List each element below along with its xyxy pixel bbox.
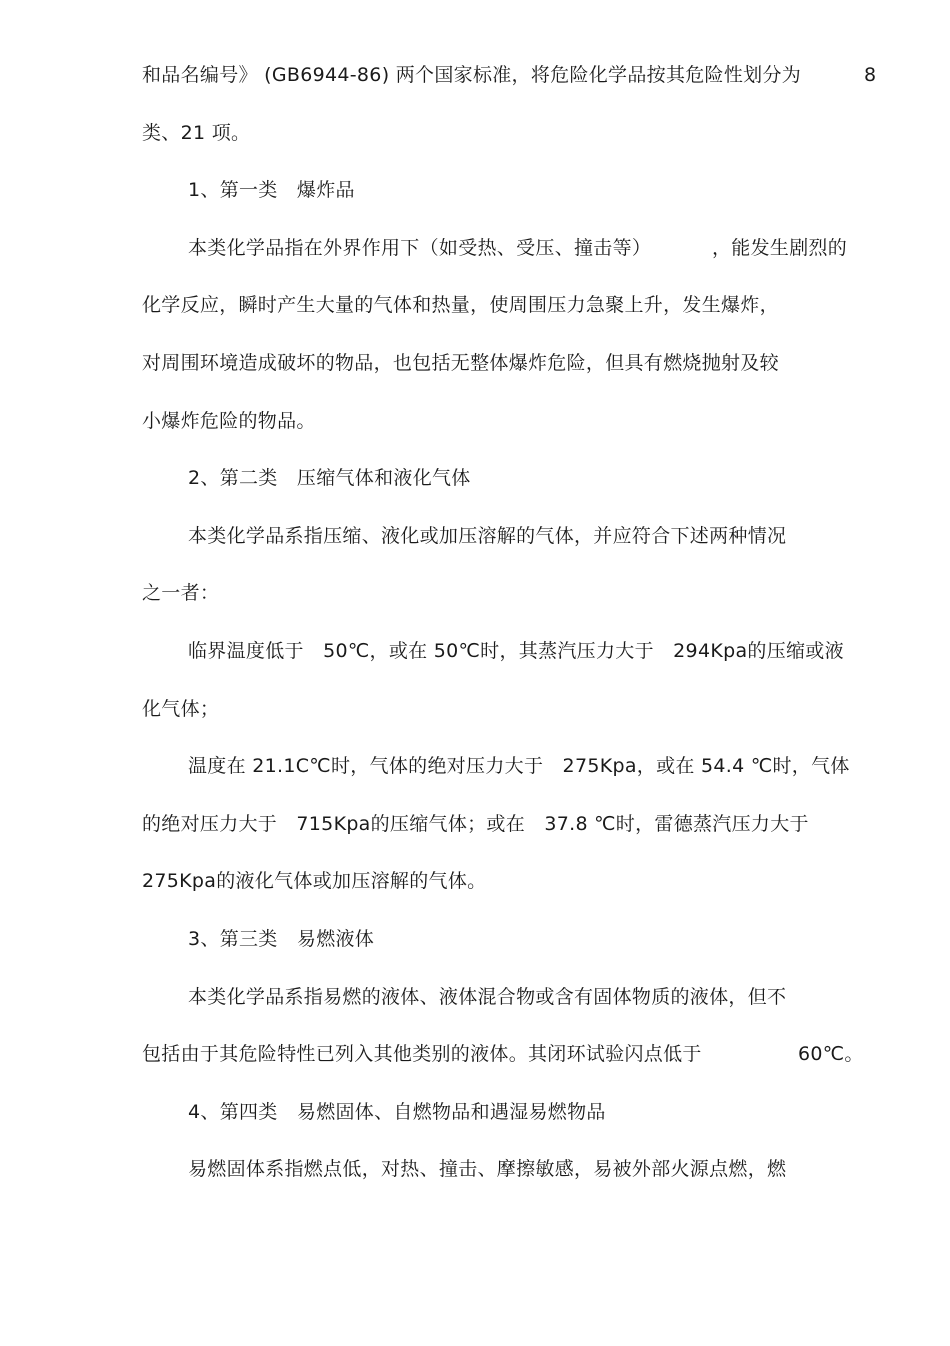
section-heading: 3、第三类 易燃液体 xyxy=(188,928,375,950)
paragraph-line: 化气体； xyxy=(142,698,220,720)
paragraph-line: 的绝对压力大于 715Kpa的压缩气体；或在 37.8 ℃时，雷德蒸汽压力大于 xyxy=(142,813,809,835)
paragraph-line: 包括由于其危险特性已列入其他类别的液体。其闭环试验闪点低于 xyxy=(142,1043,702,1065)
paragraph-line: 60℃。 xyxy=(798,1043,864,1065)
section-heading: 2、第二类 压缩气体和液化气体 xyxy=(188,467,471,489)
section-heading: 4、第四类 易燃固体、自燃物品和遇湿易燃物品 xyxy=(188,1101,606,1123)
paragraph-line: 275Kpa的液化气体或加压溶解的气体。 xyxy=(142,870,487,892)
paragraph-line: 之一者： xyxy=(142,582,220,604)
paragraph-line: 温度在 21.1C℃时，气体的绝对压力大于 275Kpa，或在 54.4 ℃时，气体 xyxy=(188,755,850,777)
paragraph-line: ，能发生剧烈的 xyxy=(712,237,848,259)
paragraph-line: 本类化学品系指压缩、液化或加压溶解的气体，并应符合下述两种情况 xyxy=(188,525,787,547)
paragraph-line: 临界温度低于 50℃，或在 50℃时，其蒸汽压力大于 294Kpa的压缩或液 xyxy=(188,640,844,662)
paragraph-line: 8 xyxy=(864,64,877,86)
paragraph-line: 和品名编号》 (GB6944-86) 两个国家标准，将危险化学品按其危险性划分为 xyxy=(142,64,802,86)
paragraph-line: 小爆炸危险的物品。 xyxy=(142,410,316,432)
section-heading: 1、第一类 爆炸品 xyxy=(188,179,355,201)
paragraph-line: 本类化学品系指易燃的液体、液体混合物或含有固体物质的液体，但不 xyxy=(188,986,787,1008)
paragraph-line: 对周围环境造成破坏的物品，也包括无整体爆炸危险，但具有燃烧抛射及较 xyxy=(142,352,779,374)
paragraph-line: 化学反应，瞬时产生大量的气体和热量，使周围压力急聚上升，发生爆炸， xyxy=(142,294,779,316)
paragraph-line: 易燃固体系指燃点低，对热、撞击、摩擦敏感，易被外部火源点燃，燃 xyxy=(188,1158,787,1180)
paragraph-line: 类、21 项。 xyxy=(142,122,251,144)
paragraph-line: 本类化学品指在外界作用下（如受热、受压、撞击等） xyxy=(188,237,652,259)
